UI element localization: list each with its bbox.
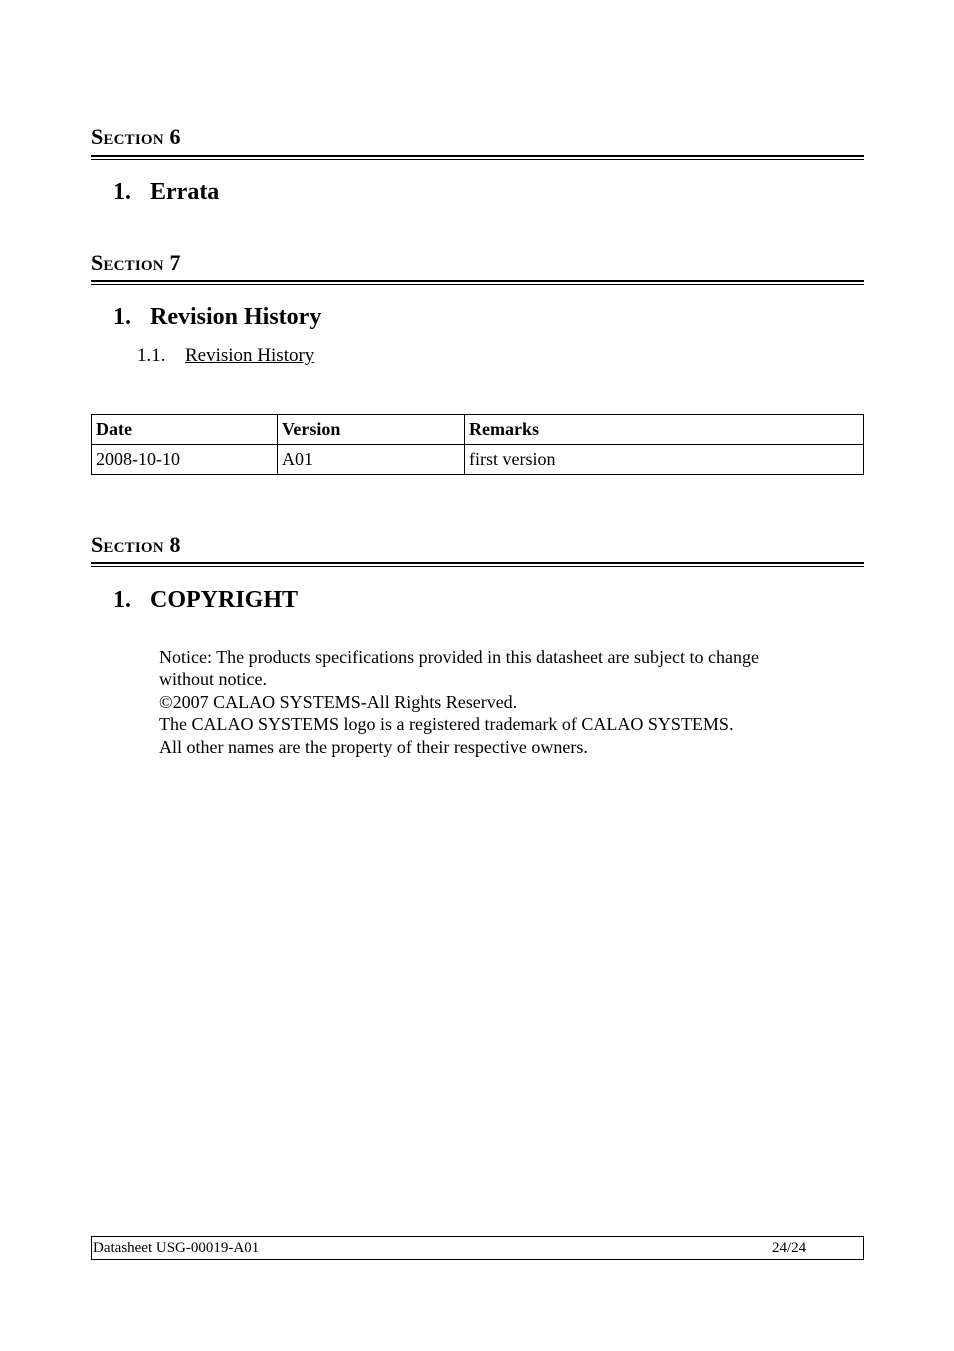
footer-page-number: 24/24 bbox=[772, 1240, 807, 1256]
copyright-notice bbox=[159, 646, 839, 758]
heading-text: Errata bbox=[150, 179, 220, 205]
notice-line: The CALAO SYSTEMS logo is a registered trademark of CALAO SYSTEMS. bbox=[159, 714, 734, 735]
section-7-label: Section 7 bbox=[91, 250, 181, 275]
section-6-label: Section 6 bbox=[91, 124, 181, 149]
heading-number: 1. bbox=[113, 304, 131, 330]
notice-line: ©2007 CALAO SYSTEMS-All Rights Reserved. bbox=[159, 691, 518, 712]
cell-remarks: first version bbox=[465, 445, 864, 475]
revision-history-heading bbox=[113, 303, 321, 331]
section-7-rule bbox=[91, 280, 864, 285]
revision-history-subheading bbox=[137, 345, 314, 367]
heading-text: COPYRIGHT bbox=[150, 587, 299, 613]
table-header-row bbox=[92, 415, 864, 445]
section-8-label: Section 8 bbox=[91, 532, 181, 557]
cell-date: 2008-10-10 bbox=[92, 445, 278, 475]
notice-line: All other names are the property of their respective owners. bbox=[159, 736, 588, 757]
notice-line: without notice. bbox=[159, 669, 267, 690]
column-header-version: Version bbox=[278, 415, 465, 445]
cell-version: A01 bbox=[278, 445, 465, 475]
section-8-rule bbox=[91, 562, 864, 567]
revision-history-table bbox=[91, 414, 864, 475]
footer-document-id: Datasheet USG-00019-A01 bbox=[93, 1240, 260, 1256]
column-header-remarks: Remarks bbox=[465, 415, 864, 445]
heading-number: 1. bbox=[113, 587, 131, 613]
section-6-rule bbox=[91, 155, 864, 160]
revision-history-link[interactable]: Revision History bbox=[185, 345, 315, 366]
heading-number: 1. bbox=[113, 179, 131, 205]
column-header-date: Date bbox=[92, 415, 278, 445]
page-footer bbox=[91, 1236, 864, 1260]
heading-text: Revision History bbox=[150, 304, 322, 330]
notice-line: Notice: The products specifications provided in this datasheet are subject to change bbox=[159, 647, 759, 667]
copyright-heading bbox=[113, 586, 298, 614]
table-row bbox=[92, 445, 864, 475]
subheading-number: 1.1. bbox=[137, 345, 166, 366]
errata-heading bbox=[113, 178, 219, 206]
